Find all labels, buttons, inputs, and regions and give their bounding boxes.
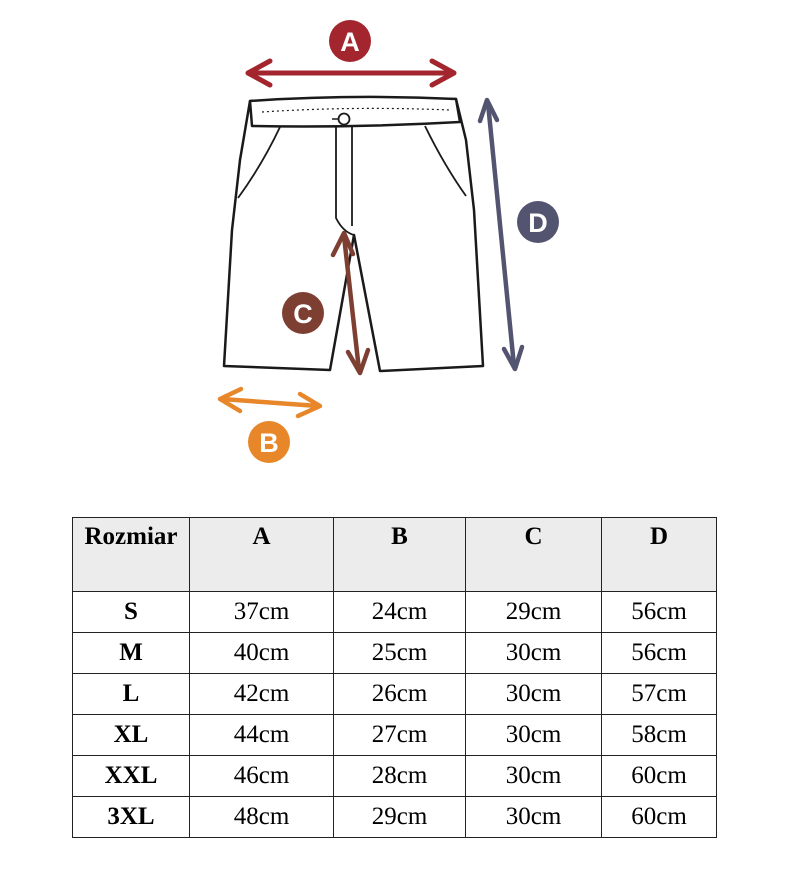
value-b-cell: 24cm	[334, 592, 466, 633]
table-row	[73, 592, 717, 633]
value-d-cell: 56cm	[602, 633, 717, 674]
header-d: D	[602, 518, 717, 592]
value-d-cell: 58cm	[602, 715, 717, 756]
value-b-cell: 27cm	[334, 715, 466, 756]
value-a-cell: 44cm	[190, 715, 334, 756]
value-a-cell: 37cm	[190, 592, 334, 633]
marker-b-label: B	[259, 428, 279, 458]
value-a-cell: 42cm	[190, 674, 334, 715]
arrow-a	[248, 61, 454, 85]
header-a: A	[190, 518, 334, 592]
header-size: Rozmiar	[73, 518, 190, 592]
size-cell: L	[73, 674, 190, 715]
value-a-cell: 46cm	[190, 756, 334, 797]
value-d-cell: 60cm	[602, 797, 717, 838]
value-c-cell: 29cm	[466, 592, 602, 633]
value-c-cell: 30cm	[466, 674, 602, 715]
value-a-cell: 48cm	[190, 797, 334, 838]
measure-b	[220, 389, 320, 463]
value-c-cell: 30cm	[466, 756, 602, 797]
table-row	[73, 756, 717, 797]
measure-d	[480, 100, 559, 369]
value-c-cell: 30cm	[466, 715, 602, 756]
table-row	[73, 633, 717, 674]
value-d-cell: 57cm	[602, 674, 717, 715]
table-row	[73, 797, 717, 838]
table-header-row	[73, 518, 717, 592]
header-c: C	[466, 518, 602, 592]
size-cell: 3XL	[73, 797, 190, 838]
size-cell: XXL	[73, 756, 190, 797]
value-b-cell: 25cm	[334, 633, 466, 674]
value-a-cell: 40cm	[190, 633, 334, 674]
marker-d-label: D	[528, 208, 548, 238]
table-row	[73, 715, 717, 756]
value-d-cell: 56cm	[602, 592, 717, 633]
marker-c-label: C	[293, 299, 313, 329]
size-cell: M	[73, 633, 190, 674]
value-b-cell: 29cm	[334, 797, 466, 838]
size-chart-table	[72, 517, 717, 838]
arrow-d	[480, 100, 522, 369]
measure-a	[248, 20, 454, 85]
size-cell: XL	[73, 715, 190, 756]
value-d-cell: 60cm	[602, 756, 717, 797]
value-b-cell: 26cm	[334, 674, 466, 715]
size-cell: S	[73, 592, 190, 633]
table-row	[73, 674, 717, 715]
value-c-cell: 30cm	[466, 797, 602, 838]
arrow-b	[220, 389, 320, 416]
header-b: B	[334, 518, 466, 592]
value-c-cell: 30cm	[466, 633, 602, 674]
marker-a-label: A	[340, 27, 360, 57]
value-b-cell: 28cm	[334, 756, 466, 797]
